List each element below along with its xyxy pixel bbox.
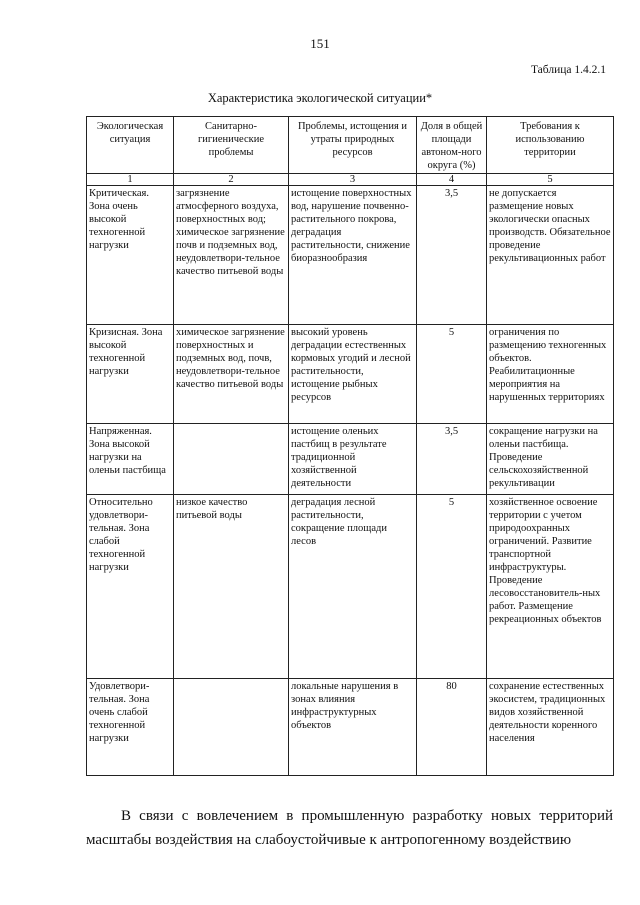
resources-cell: локальные нарушения в зонах влияния инфраструктурных объектов [289,679,417,776]
situation-cell: Удовлетвори-тельная. Зона очень слабой техногенной нагрузки [87,679,174,776]
header-row [87,117,614,174]
table-row [87,495,614,679]
share-cell: 80 [417,679,487,776]
column-number: 5 [487,174,614,186]
resources-cell: истощение поверхностных вод, нарушение почвенно-растительного покрова, деградация растительности, снижение биоразнообразия [289,186,417,325]
sanitary-cell: химическое загрязнение поверхностных и подземных вод, почв, неудовлетвори-тельное качество питьевой воды [174,325,289,424]
resources-cell: истощение оленьих пастбищ в результате традиционной хозяйственной деятельности [289,424,417,495]
header-situation: Экологическая ситуация [87,117,174,174]
requirements-cell: хозяйственное освоение территории с учетом природоохранных ограничений. Развитие транспортной инфраструктуры. Проведение лесовосстановитель-ных работ. Размещение рекреационных объектов [487,495,614,679]
requirements-cell: сохранение естественных экосистем, традиционных видов хозяйственной деятельности коренного населения [487,679,614,776]
header-share: Доля в общей площади автоном-ного округа (%) [417,117,487,174]
situation-cell: Критическая. Зона очень высокой техногенной нагрузки [87,186,174,325]
share-cell: 5 [417,325,487,424]
requirements-cell: ограничения по размещению техногенных объектов. Реабилитационные мероприятия на нарушенных территориях [487,325,614,424]
page-number: 151 [310,36,330,51]
share-cell: 5 [417,495,487,679]
share-cell: 3,5 [417,424,487,495]
column-number: 1 [87,174,174,186]
table-label: Таблица 1.4.2.1 [530,64,606,76]
table-row [87,325,614,424]
requirements-cell: сокращение нагрузки на оленьи пастбища. Проведение сельскохозяйственной рекультивации [487,424,614,495]
table-title: Характеристика экологической ситуации* [207,91,433,105]
situation-cell: Относительно удовлетвори-тельная. Зона слабой техногенной нагрузки [87,495,174,679]
header-sanitary: Санитарно-гигиенические проблемы [174,117,289,174]
situation-cell: Кризисная. Зона высокой техногенной нагрузки [87,325,174,424]
share-cell: 3,5 [417,186,487,325]
column-number: 2 [174,174,289,186]
sanitary-cell: низкое качество питьевой воды [174,495,289,679]
table-row [87,186,614,325]
ecological-situation-table [86,116,614,776]
table-row [87,679,614,776]
situation-cell: Напряженная. Зона высокой нагрузки на оленьи пастбища [87,424,174,495]
header-resources: Проблемы, истощения и утраты природных ресурсов [289,117,417,174]
body-paragraph: В связи с вовлечением в промышленную разработку новых территорий масштабы воздействия на слабоустойчивые к антропогенному воздействию [86,808,613,848]
column-number: 3 [289,174,417,186]
requirements-cell: не допускается размещение новых экологически опасных производств. Обязательное проведение рекультивационных работ [487,186,614,325]
resources-cell: деградация лесной растительности, сокращение площади лесов [289,495,417,679]
sanitary-cell [174,679,289,776]
sanitary-cell: загрязнение атмосферного воздуха, поверхностных вод; химическое загрязнение почв и подземных вод, неудовлетвори-тельное качество питьевой воды [174,186,289,325]
column-number: 4 [417,174,487,186]
table-row [87,424,614,495]
sanitary-cell [174,424,289,495]
resources-cell: высокий уровень деградации естественных кормовых угодий и лесной растительности, истощение рыбных ресурсов [289,325,417,424]
header-requirements: Требования к использованию территории [487,117,614,174]
column-number-row [87,174,614,186]
